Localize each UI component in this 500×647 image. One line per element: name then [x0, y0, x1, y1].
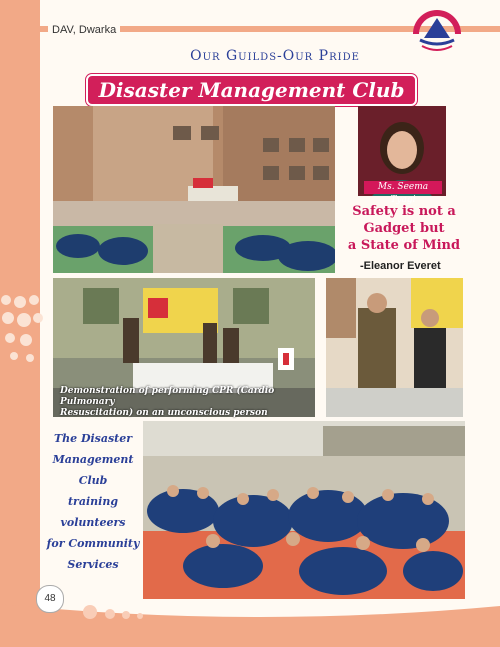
side-text-line: volunteers [60, 516, 126, 529]
page-number: 48 [36, 585, 64, 613]
side-text-line: training [67, 495, 119, 508]
side-text-line: Management [52, 453, 134, 466]
photo-assembly [53, 106, 335, 273]
side-text [44, 428, 142, 575]
caption-line: Demonstration of performing CPR (Cardio Pulmonary [60, 386, 275, 407]
decorative-dots-icon [0, 292, 44, 382]
quote-author: -Eleanor Everet [360, 260, 441, 272]
side-text-line: Club [78, 474, 108, 487]
photo-volunteers [143, 421, 465, 599]
quote [336, 203, 472, 254]
photo-speaker [326, 278, 463, 417]
page-title: Disaster Management Club [98, 78, 405, 102]
quote-line: Gadget but [363, 221, 445, 236]
side-text-line: Services [67, 558, 119, 571]
footer-decor-band [0, 604, 500, 647]
quote-line: Safety is not a [352, 204, 456, 219]
quote-line: a State of Mind [347, 238, 461, 253]
title-banner [86, 74, 417, 106]
section-subtitle: Our Guilds-Our Pride [190, 48, 360, 64]
portrait-name-tag: Ms. Seema Tyagi [364, 181, 442, 194]
side-text-line: for Community [46, 537, 140, 550]
school-header: DAV, Dwarka [48, 24, 120, 36]
side-text-line: The Disaster [53, 432, 133, 445]
caption-line: Resuscitation) on an unconscious person [60, 408, 268, 418]
cpr-caption [60, 386, 316, 419]
school-logo-icon [410, 4, 464, 56]
